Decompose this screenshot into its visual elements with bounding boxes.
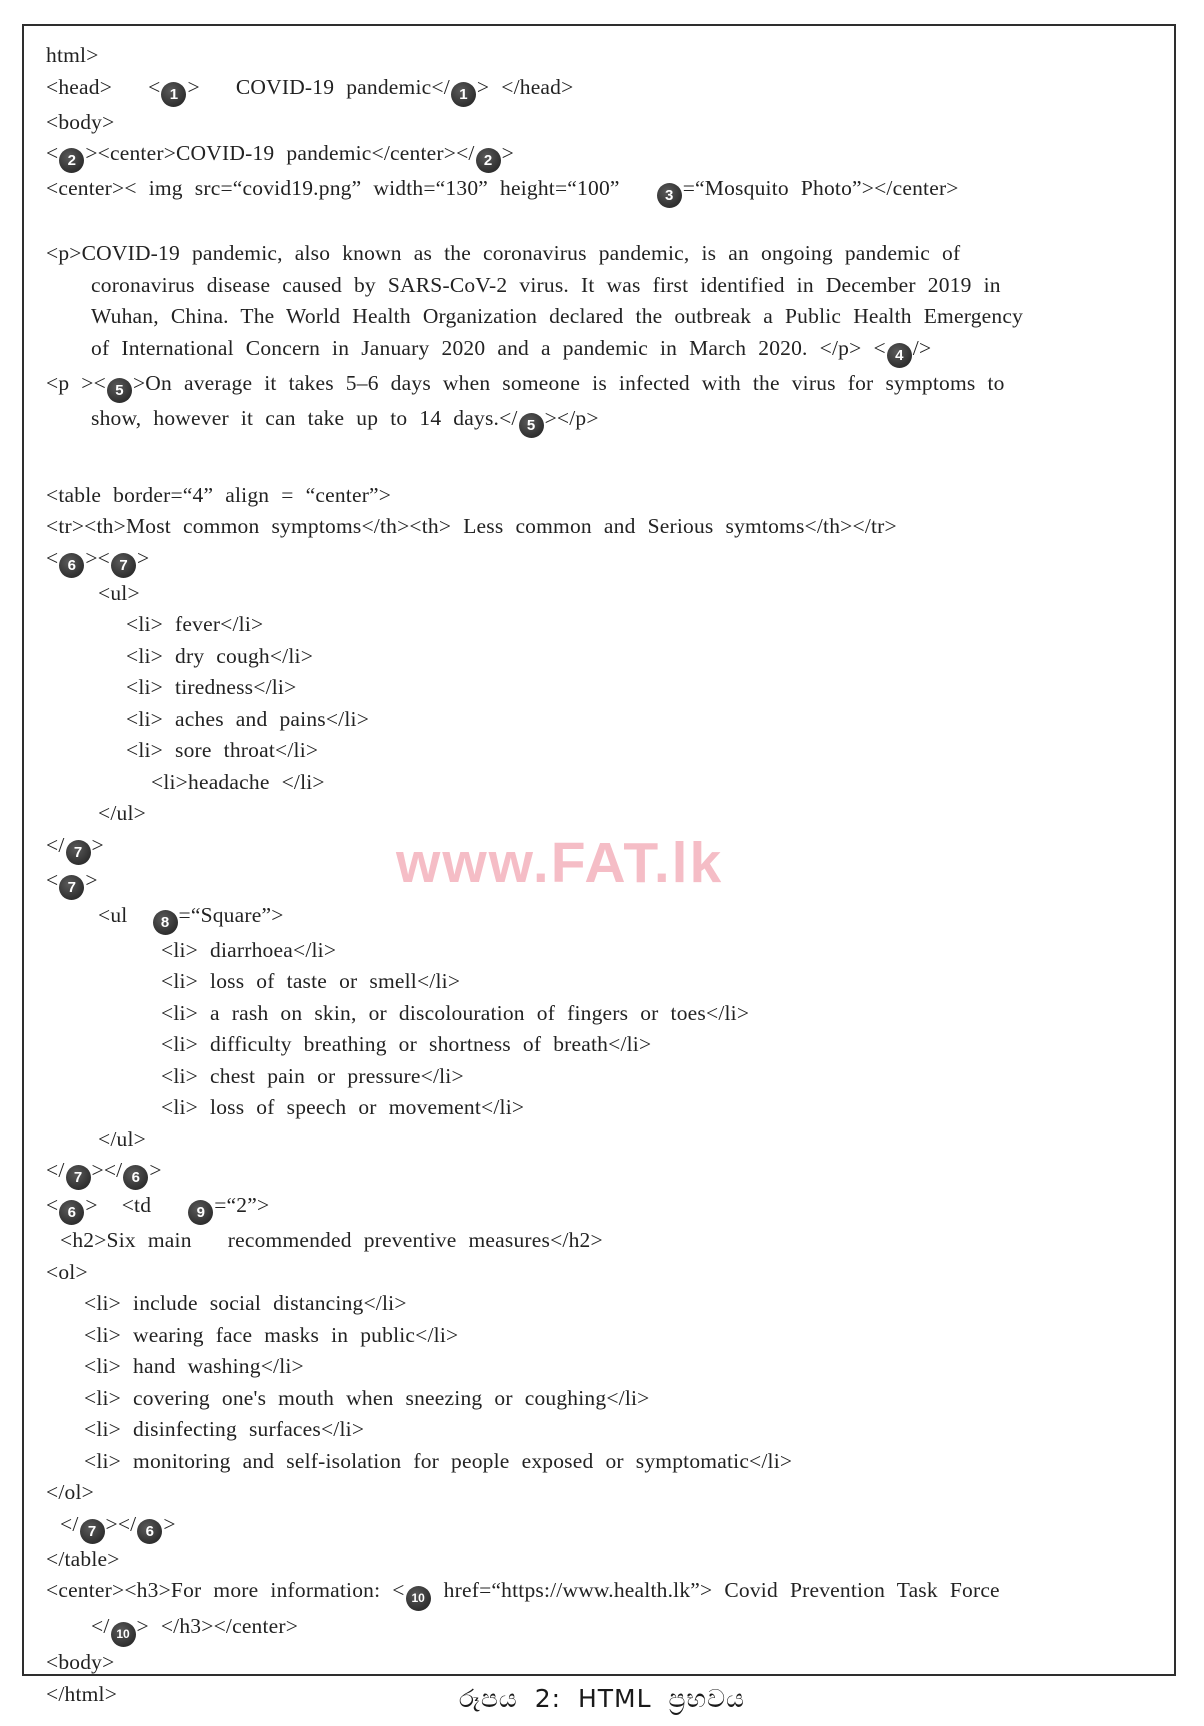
blank-marker-6: 6 xyxy=(137,1519,162,1544)
blank-marker-9: 9 xyxy=(188,1200,213,1225)
code-line: coronavirus disease caused by SARS-CoV-2 virus. It was first identified in December 2019 in xyxy=(91,272,1001,297)
blank-marker-7: 7 xyxy=(66,840,91,865)
code-line: Wuhan, China. The World Health Organization declared the outbreak a Public Health Emergency xyxy=(91,304,1024,328)
code-line: <li> dry cough</li> xyxy=(126,643,314,668)
code-line: <ul 8 =“Square”> xyxy=(46,900,1164,935)
code-line: <li>headache </li> xyxy=(151,769,325,794)
blank-marker-8: 8 xyxy=(153,910,178,935)
code-line: html> xyxy=(46,43,99,67)
figure-caption: රූපය 2: HTML ප්‍රභවය xyxy=(458,1684,746,1713)
blank-marker-10: 10 xyxy=(111,1622,136,1647)
code-line: <li> covering one's mouth when sneezing or coughing</li> xyxy=(84,1385,650,1410)
code-line: <li> tiredness</li> xyxy=(126,675,297,699)
blank-marker-7: 7 xyxy=(80,1519,105,1544)
code-line: </ul> xyxy=(98,801,146,825)
blank-marker-1: 1 xyxy=(451,82,476,107)
blank-marker-7: 7 xyxy=(59,875,84,900)
code-line: <tr><th>Most common symptoms</th><th> Less common and Serious symtoms</th></tr> xyxy=(46,514,897,538)
code-line: show, however it can take up to 14 days.</ 5 ></p> xyxy=(46,403,1164,438)
code-line: of International Concern in January 2020 and a pandemic in March 2020. </p> < 4 /> xyxy=(46,333,1164,368)
code-line: <h2>Six main recommended preventive measures</h2> xyxy=(60,1228,603,1252)
code-line: </ 7 > xyxy=(46,830,1164,865)
blank-marker-6: 6 xyxy=(59,1200,84,1225)
blank-marker-10: 10 xyxy=(406,1586,431,1611)
code-line: </table> xyxy=(46,1546,120,1571)
blank-marker-6: 6 xyxy=(59,553,84,578)
blank-marker-7: 7 xyxy=(66,1165,91,1190)
code-line: <ol> xyxy=(46,1259,88,1284)
code-line: <li> chest pain or pressure</li> xyxy=(161,1063,464,1088)
blank-marker-1: 1 xyxy=(161,82,186,107)
code-line: <li> wearing face masks in public</li> xyxy=(84,1322,459,1347)
code-line: <li> fever</li> xyxy=(126,612,264,636)
code-line: <li> loss of speech or movement</li> xyxy=(161,1095,525,1119)
code-line: </ul> xyxy=(98,1126,146,1151)
code-line: <li> aches and pains</li> xyxy=(126,706,370,731)
code-line: <li> loss of taste or smell</li> xyxy=(161,969,461,993)
code-line: <body> xyxy=(46,1650,115,1674)
blank-marker-5: 5 xyxy=(107,378,132,403)
code-line: <p>COVID-19 pandemic, also known as the coronavirus pandemic, is an ongoing pandemic of xyxy=(46,241,961,265)
blank-marker-6: 6 xyxy=(123,1165,148,1190)
code-line: <p >< 5 >On average it takes 5–6 days when someone is infected with the virus for symptoms to xyxy=(46,368,1164,403)
code-line: <li> a rash on skin, or discolouration of fingers or toes</li> xyxy=(161,1000,750,1025)
code-line: <li> diarrhoea</li> xyxy=(161,937,337,962)
code-line: <li> monitoring and self-isolation for people exposed or symptomatic</li> xyxy=(84,1448,793,1473)
code-line: <head> < 1 > COVID-19 pandemic</ 1 > </head> xyxy=(46,72,1164,107)
code-line: <body> xyxy=(46,109,115,134)
code-line: </ 7 ></ 6 > xyxy=(46,1509,1164,1544)
code-line: < 6 >< 7 > xyxy=(46,543,1164,578)
code-line: < 6 > <td 9 =“2”> xyxy=(46,1190,1164,1225)
code-line: <li> disinfecting surfaces</li> xyxy=(84,1417,365,1441)
blank-marker-4: 4 xyxy=(887,343,912,368)
fat-lk-watermark: www.FAT.lk xyxy=(396,831,724,895)
code-line: </html> xyxy=(46,1681,118,1706)
code-line: <li> sore throat</li> xyxy=(126,738,319,762)
code-line: < 2 ><center>COVID-19 pandemic</center></ 2 > xyxy=(46,138,1164,173)
code-line: <center><h3>For more information: < 10 href=“https://www.health.lk”> Covid Prevention Task Force xyxy=(46,1575,1164,1611)
code-line: <li> include social distancing</li> xyxy=(84,1291,407,1315)
code-line: <center>< img src=“covid19.png” width=“130” height=“100” 3 =“Mosquito Photo”></center> xyxy=(46,173,1164,208)
blank-marker-7: 7 xyxy=(111,553,136,578)
blank-marker-2: 2 xyxy=(476,148,501,173)
code-line: </ 7 ></ 6 > xyxy=(46,1155,1164,1190)
code-line: < 7 > xyxy=(46,865,1164,900)
code-line: <li> hand washing</li> xyxy=(84,1354,304,1378)
code-line: <ul> xyxy=(98,580,140,605)
code-line: <li> difficulty breathing or shortness of breath</li> xyxy=(161,1032,652,1056)
blank-marker-2: 2 xyxy=(59,148,84,173)
code-line: <table border=“4” align = “center”> xyxy=(46,482,392,507)
code-line: </ol> xyxy=(46,1480,94,1504)
code-line: </ 10 > </h3></center> xyxy=(46,1611,1164,1647)
blank-marker-3: 3 xyxy=(657,183,682,208)
blank-marker-5: 5 xyxy=(519,413,544,438)
